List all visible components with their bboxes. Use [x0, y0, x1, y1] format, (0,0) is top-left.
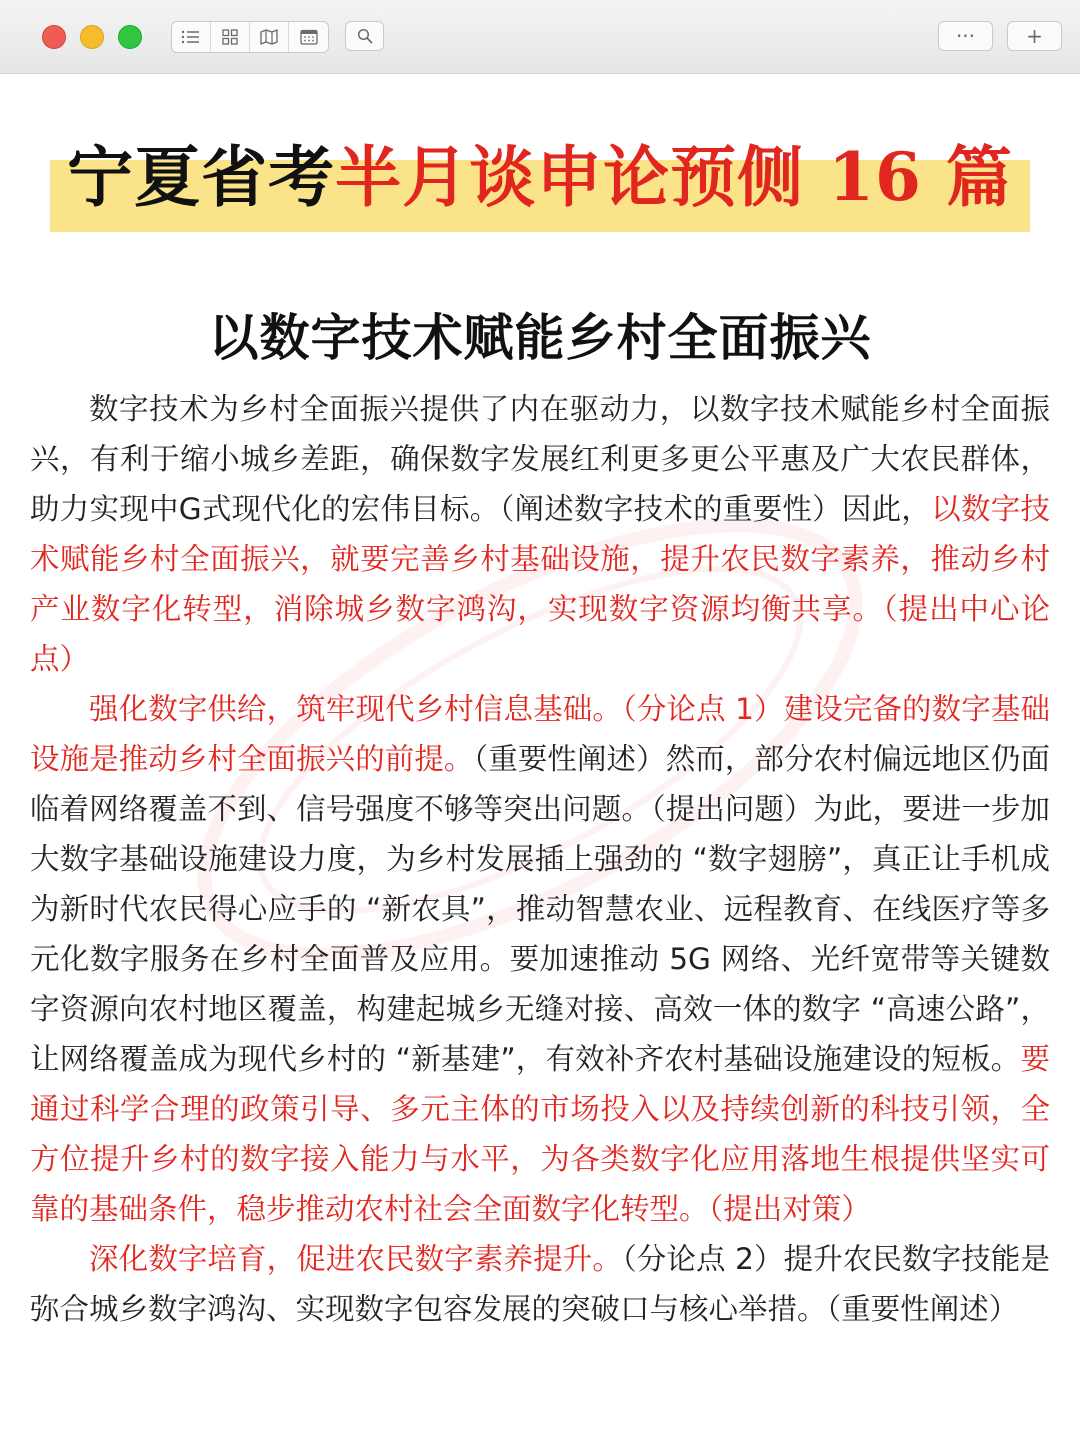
banner-title-red: 半月谈申论预侧 16 篇	[335, 138, 1013, 216]
search-button[interactable]	[345, 21, 384, 51]
article-body	[30, 384, 1050, 1334]
zoom-window-button[interactable]	[118, 25, 142, 49]
list-view-button[interactable]	[172, 22, 211, 52]
central-thesis-highlight: 以数字技术赋能乡村全面振兴，就要完善乡村基础设施，提升农民数字素养，推动乡村产业数字化转型，消除城乡数字鸿沟，实现数字资源均衡共享。（提出中心论点）	[30, 492, 1050, 676]
banner-title-black: 宁夏省考	[67, 138, 336, 216]
paragraph-1	[30, 384, 1050, 684]
more-icon: ···	[955, 24, 976, 48]
search-icon	[356, 27, 374, 45]
map-icon	[259, 28, 279, 46]
map-view-button[interactable]	[250, 22, 289, 52]
grid-view-button[interactable]	[211, 22, 250, 52]
close-window-button[interactable]	[42, 25, 66, 49]
view-mode-group	[171, 21, 329, 53]
calendar-icon	[299, 28, 319, 46]
list-icon	[181, 29, 201, 45]
paragraph-2	[30, 684, 1050, 1234]
paragraph-3	[30, 1234, 1050, 1334]
sub-point-1-highlight: 强化数字供给，筑牢现代乡村信息基础。（分论点 1）建设完备的数字基础设施是推动乡村全面振兴的前提。	[30, 692, 1050, 776]
calendar-view-button[interactable]	[289, 22, 328, 52]
add-button[interactable]	[1007, 21, 1062, 51]
grid-icon	[221, 28, 239, 46]
minimize-window-button[interactable]	[80, 25, 104, 49]
more-button[interactable]	[938, 21, 993, 51]
countermeasure-highlight: 要通过科学合理的政策引导、多元主体的市场投入以及持续创新的科技引领，全方位提升乡村的数字接入能力与水平，为各类数字化应用落地生根提供坚实可靠的基础条件，稳步推动农村社会全面数字化转型。（提出对策）	[30, 1042, 1050, 1226]
sub-point-2-highlight: 深化数字培育，促进农民数字素养提升。	[89, 1242, 622, 1276]
article-title: 以数字技术赋能乡村全面振兴	[208, 309, 872, 367]
paragraph-1-text: 数字技术为乡村全面振兴提供了内在驱动力，以数字技术赋能乡村全面振兴，有利于缩小城乡差距，确保数字发展红利更多更公平惠及广大农民群体，助力实现中G式现代化的宏伟目标。（阐述数字技术的重要性）因此，	[30, 392, 1050, 526]
paragraph-3-text: （分论点 2）提升农民数字技能是弥合城乡数字鸿沟、实现数字包容发展的突破口与核心举措。（重要性阐述）	[30, 1242, 1050, 1326]
window-toolbar	[0, 0, 1080, 74]
paragraph-2-text: （重要性阐述）然而，部分农村偏远地区仍面临着网络覆盖不到、信号强度不够等突出问题。（提出问题）为此，要进一步加大数字基础设施建设力度，为乡村发展插上强劲的 “数字翅膀”，真正让手机成为新时代农民得心应手的 “新农具”，推动智慧农业、远程教育、在线医疗等多元化数字服务在乡村全面普及应用。要加速推动 5G 网络、光纤宽带等关键数字资源向农村地区覆盖，构建起城乡无缝对接、高效一体的数字 “高速公路”，让网络覆盖成为现代乡村的 “新基建”，有效补齐农村基础设施建设的短板。	[30, 742, 1050, 1076]
banner-title	[0, 134, 1080, 220]
plus-icon: +	[1026, 24, 1043, 48]
